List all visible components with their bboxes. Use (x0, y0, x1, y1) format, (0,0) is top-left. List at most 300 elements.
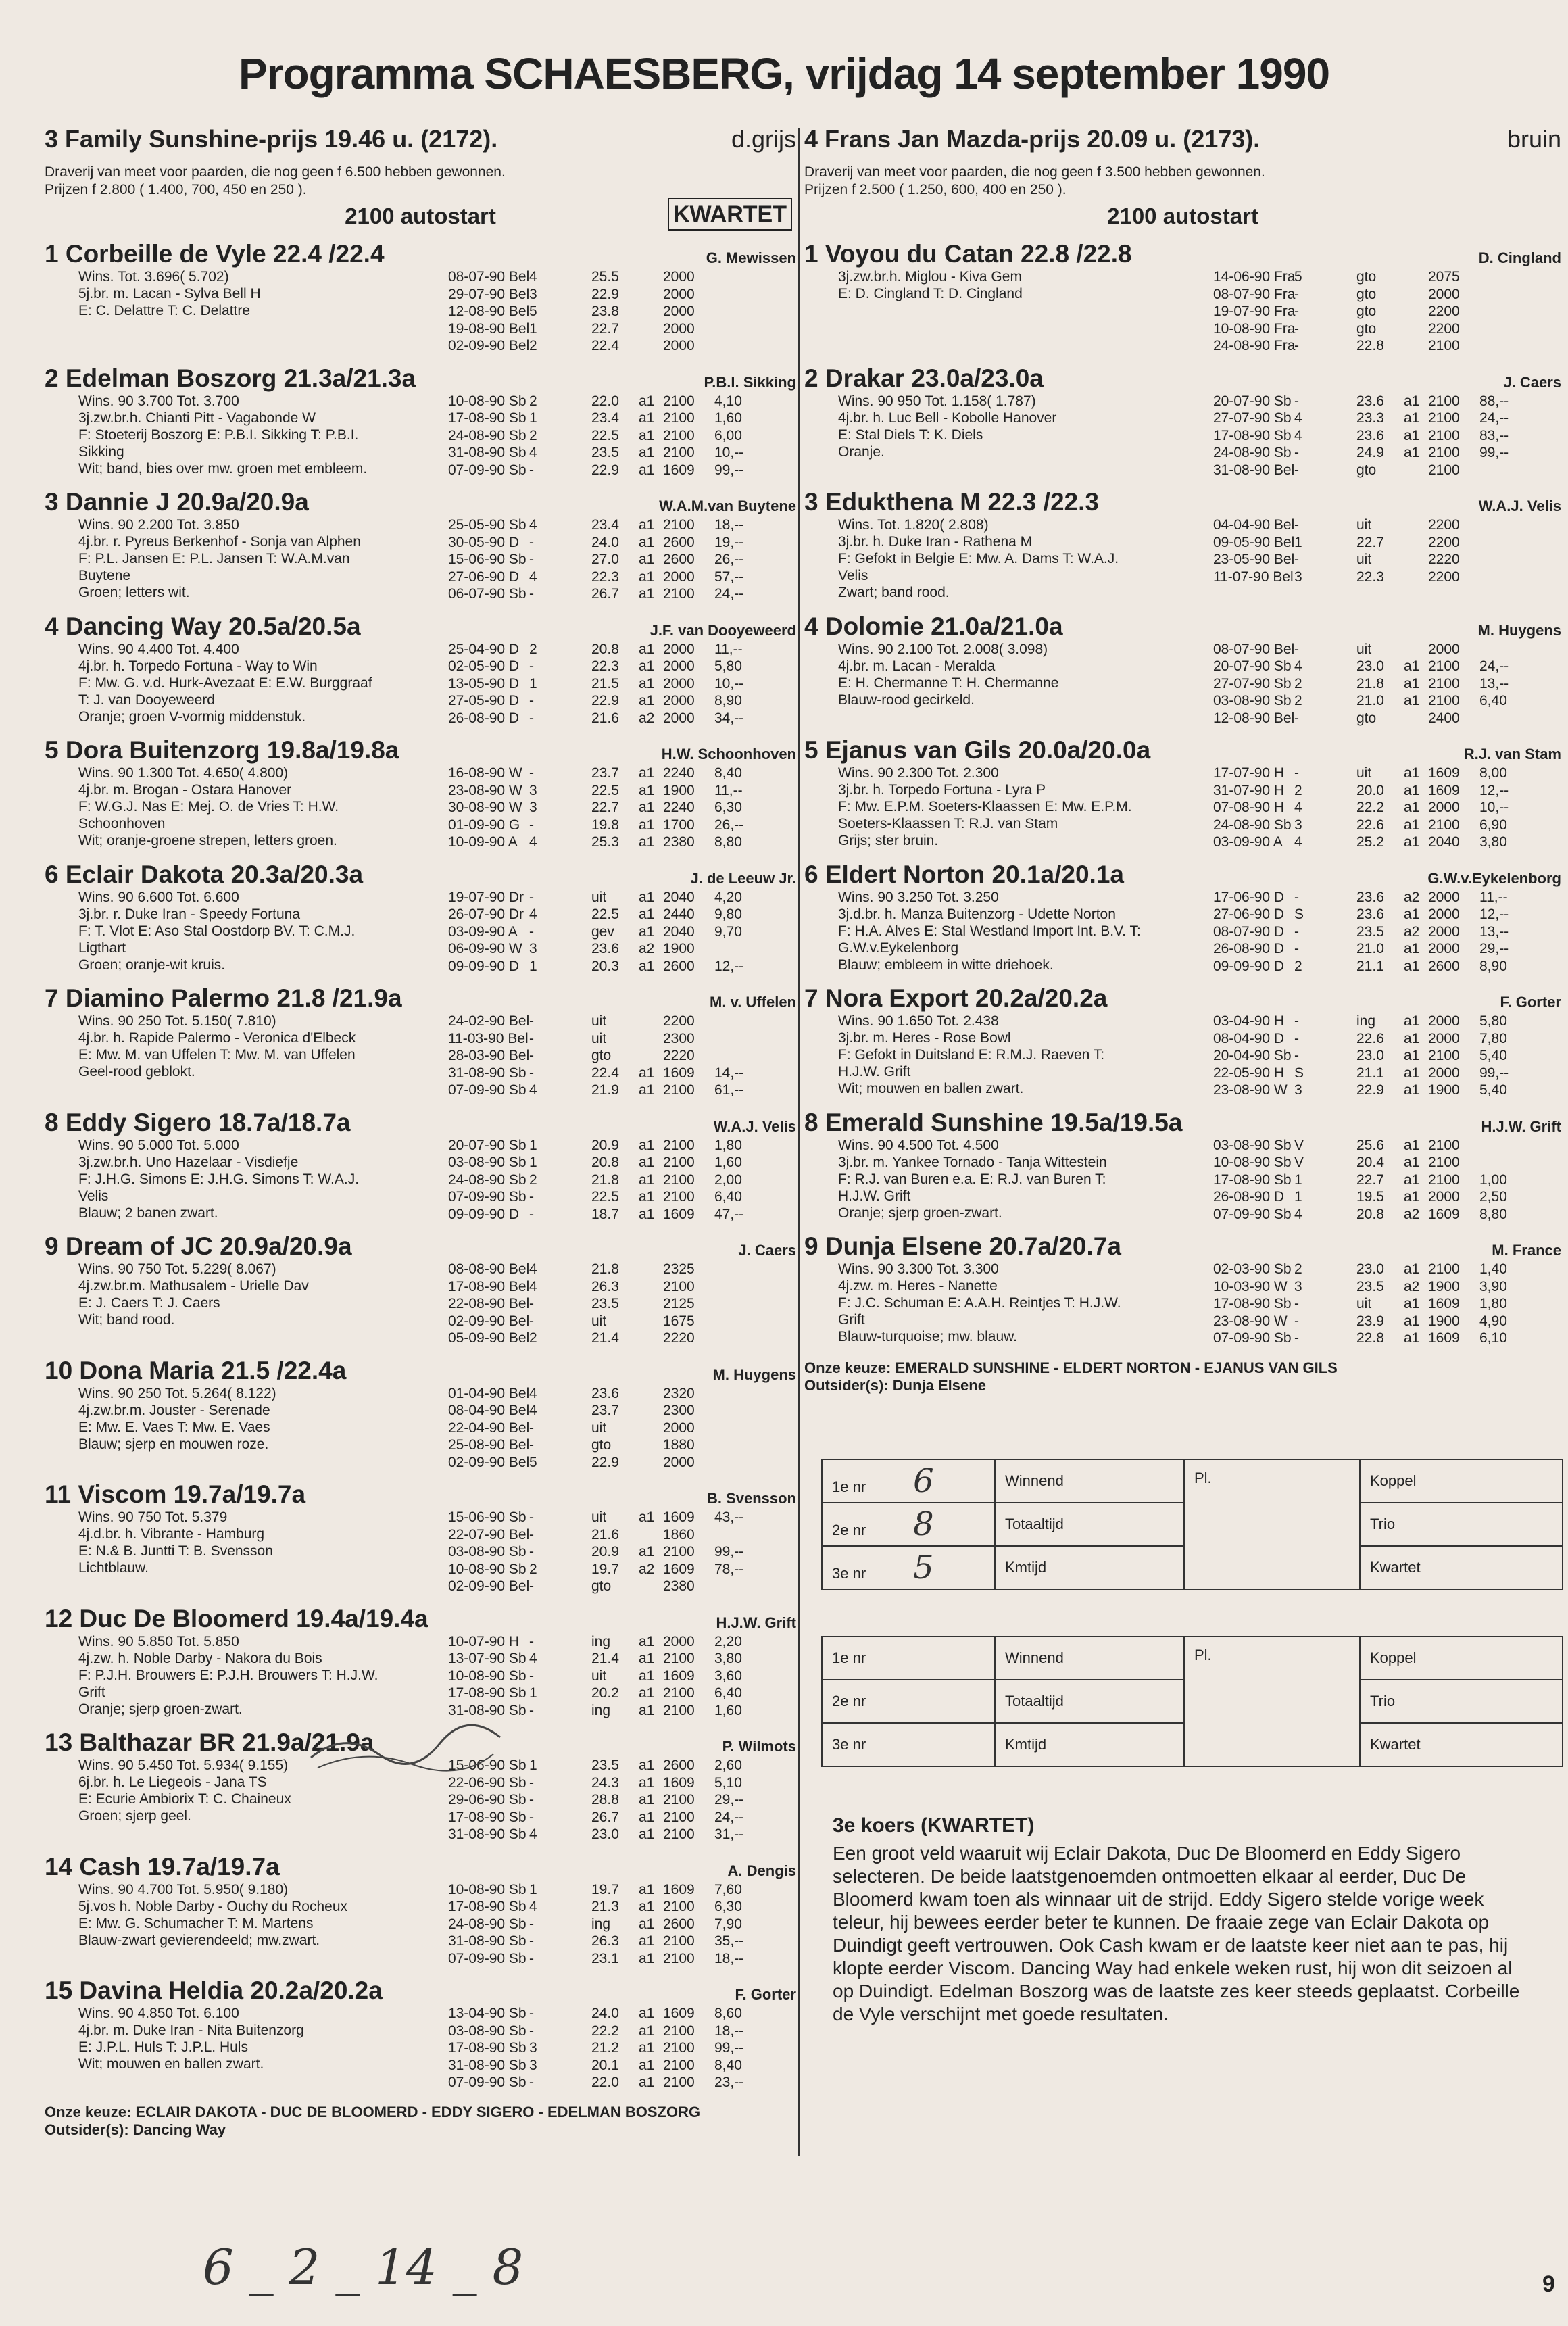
result-trio: Trio (1360, 1680, 1563, 1723)
race-history-cell: 31-08-90 Bel (1213, 462, 1295, 478)
horse-info-line: 5j.br. m. Lacan - Sylva Bell H (78, 286, 261, 301)
race-history-row (448, 1261, 789, 1278)
race-history-cell: 99,-- (714, 1544, 744, 1559)
race-history-cell: 24-08-90 Sb (1213, 817, 1292, 833)
race-history-cell: 31,-- (714, 1826, 744, 1842)
race-history-cell: 2600 (663, 1916, 695, 1932)
race-history-cell: 18,-- (714, 2022, 744, 2039)
handwritten-note: 6 _ 2 _ 14 _ 8 (203, 2239, 524, 2296)
race-history-cell: 6,40 (1479, 693, 1507, 708)
race-history-cell: a1 (1404, 1261, 1420, 1277)
race-history-cell: 1900 (1428, 1082, 1460, 1098)
horse-trainer: H.J.W. Grift (716, 1614, 796, 1631)
race-history-cell (571, 1702, 591, 1720)
horse-header (804, 240, 1561, 268)
result-kmtijd: Kmtijd (995, 1546, 1184, 1589)
race-history-cell: 02-09-90 Bel (448, 1578, 530, 1594)
horse-race-history (448, 2005, 789, 2091)
race-history-row (448, 658, 789, 675)
horse-trainer: P. Wilmots (722, 1738, 796, 1755)
race-history-cell: 19-07-90 Fra (1213, 304, 1296, 319)
race-history-cell: 23.7 (591, 1403, 619, 1418)
race-history-row (448, 765, 789, 782)
race-history-cell: a1 (639, 1137, 655, 1153)
race-history-cell: 4 (529, 1899, 537, 1914)
race-history-row (448, 675, 789, 693)
race-history-row (448, 1881, 789, 1899)
horse-info-line: Blauw; 2 banen zwart. (78, 1205, 218, 1221)
race-history-cell: 2100 (663, 2040, 695, 2056)
race-history-cell: 2600 (663, 552, 695, 567)
race-history-cell: 2000 (663, 286, 695, 302)
race-history-cell: 06-07-90 Sb (448, 586, 526, 602)
race-history-cell: 22.9 (591, 693, 619, 708)
race-history-cell (714, 1454, 775, 1472)
result-totaaltijd: Totaaltijd (995, 1503, 1184, 1546)
handwritten-digit: 8 (913, 1505, 934, 1543)
race-history-row (448, 1526, 789, 1544)
race-history-cell (571, 1313, 591, 1330)
horse-entry (45, 861, 796, 975)
race-history-cell (571, 286, 591, 304)
race-history-cell: 22.7 (1356, 534, 1384, 550)
horse-info-line: F: W.G.J. Nas E: Mej. O. de Vries T: H.W. (78, 799, 339, 815)
race-history-cell (1336, 268, 1356, 286)
race-history-cell: 03-08-90 Sb (1213, 693, 1292, 708)
race-history-cell: 2100 (663, 1544, 695, 1559)
horse-info-line: Groen; letters wit. (78, 585, 190, 600)
race-history-row (1213, 889, 1554, 906)
race-history-cell: 78,-- (714, 1561, 744, 1577)
race-history-cell: uit (591, 1668, 607, 1684)
race-history-cell: 4 (529, 1278, 537, 1294)
horse-info-line: Wins. 90 4.850 Tot. 6.100 (78, 2006, 239, 2021)
race-history-cell: 2000 (663, 304, 695, 319)
race-history-row (448, 923, 789, 941)
race-history-cell: 2 (529, 1561, 537, 1577)
horse-info-line: Wins. 90 750 Tot. 5.229( 8.067) (78, 1261, 276, 1277)
race-history-cell: 22-06-90 Sb (448, 1774, 526, 1791)
horse-info-line: Wins. 90 4.400 Tot. 4.400 (78, 641, 239, 657)
race-history-cell (1336, 568, 1356, 586)
horse-trainer: A. Dengis (727, 1862, 796, 1879)
race-history-cell: 2100 (1428, 1171, 1460, 1188)
horse-trainer: M. Huygens (712, 1365, 796, 1383)
race-history-row (1213, 1013, 1554, 1030)
race-history-cell: a1 (639, 1916, 655, 1932)
race-history-cell: 25.5 (591, 269, 619, 285)
race-history-cell: 28.8 (591, 1792, 619, 1808)
horse-name: 12 Duc De Bloomerd 19.4a/19.4a (45, 1604, 428, 1632)
race-history-cell: 26-07-90 Dr (448, 906, 524, 922)
race-history-row (1213, 641, 1554, 658)
kwartet-box: KWARTET (668, 198, 792, 231)
race-history-cell: 47,-- (714, 1206, 744, 1222)
horse-trainer: J. Caers (1503, 373, 1561, 391)
horse-trainer: F. Gorter (735, 1986, 796, 2003)
horse-info-line: Blauw-zwart gevierendeeld; mw.zwart. (78, 1932, 320, 1948)
commentary-title: 3e koers (KWARTET) (833, 1814, 1035, 1837)
race-history-cell: 2100 (663, 1082, 695, 1098)
race-history-row (1213, 782, 1554, 800)
race-history-cell: 99,-- (1479, 445, 1509, 460)
race-history-cell: a1 (639, 2075, 655, 2090)
race-history-cell: 26-08-90 D (1213, 1189, 1285, 1205)
race-history-cell (1479, 303, 1540, 320)
race-history-cell: 1609 (663, 1206, 695, 1222)
horse-info-line: Wins. 90 5.000 Tot. 5.000 (78, 1137, 239, 1153)
horse-race-history (448, 1261, 789, 1347)
horse-name: 2 Edelman Boszorg 21.3a/21.3a (45, 364, 416, 392)
race-history-cell (1479, 320, 1540, 338)
race-history-cell: - (529, 710, 534, 726)
race-history-cell: 2600 (663, 534, 695, 550)
horse-info-line: Blauw; sjerp en mouwen roze. (78, 1436, 269, 1452)
horse-name: 1 Voyou du Catan 22.8 /22.8 (804, 240, 1132, 268)
race-history-cell (1404, 268, 1428, 286)
race-history-row (1213, 658, 1554, 675)
race-history-cell (571, 675, 591, 693)
race-history-cell: 24,-- (714, 1809, 744, 1825)
horse-header (804, 488, 1561, 516)
race-history-cell: 8,90 (1479, 958, 1507, 974)
race-history-cell: a1 (639, 393, 655, 409)
race-history-cell: 1 (529, 320, 537, 337)
race-history-cell: 1 (1294, 534, 1302, 550)
race-3-outsider: Outsider(s): Dancing Way (45, 2121, 226, 2138)
race-history-cell: 10-08-90 Sb (448, 1668, 526, 1684)
race-history-cell: 25.6 (1356, 1137, 1384, 1153)
race-history-cell (714, 1313, 775, 1330)
race-3-title: 3 Family Sunshine-prijs 19.46 u. (2172). (45, 125, 498, 153)
race-history-cell: 2000 (663, 320, 695, 337)
race-history-cell: 22.8 (1356, 338, 1384, 354)
horse-info (804, 516, 1217, 601)
race-history-cell: 2,20 (714, 1633, 742, 1649)
race-history-cell: 14-06-90 Fra (1213, 269, 1296, 285)
race-history-cell: gto (1356, 286, 1377, 302)
race-history-cell: 07-08-90 H (1213, 800, 1285, 815)
race-history-cell (571, 1171, 591, 1189)
race-history-cell: 2040 (1428, 834, 1460, 850)
race-history-cell: a1 (639, 641, 655, 657)
race-history-cell: 25-05-90 Sb (448, 517, 526, 533)
race-history-cell: - (529, 1030, 534, 1046)
race-history-cell: 9,70 (714, 923, 742, 940)
horse-info-line: 3j.zw.br.h. Miglou - Kiva Gem (838, 269, 1022, 285)
race-history-row (1213, 551, 1554, 568)
race-history-cell: 1,00 (1479, 1171, 1507, 1188)
race-history-cell: 3,90 (1479, 1278, 1507, 1294)
race-history-cell: 20.4 (1356, 1155, 1384, 1170)
race-history-cell (1336, 534, 1356, 552)
horse-info (45, 641, 457, 725)
race-history-cell: 22.0 (591, 2075, 619, 2090)
race-history-cell: 3,80 (714, 1651, 742, 1666)
race-history-cell (571, 444, 591, 462)
race-history-row (448, 1633, 789, 1651)
race-history-cell (571, 1420, 591, 1437)
race-history-cell: 24-08-90 Sb (448, 1916, 526, 1932)
horse-name: 3 Dannie J 20.9a/20.9a (45, 488, 309, 516)
horse-info-line: Wins. 90 5.850 Tot. 5.850 (78, 1633, 239, 1649)
race-history-cell: 22.0 (591, 393, 619, 409)
race-history-cell: 09-05-90 Bel (1213, 534, 1295, 550)
result-winnend: Winnend (995, 1637, 1184, 1680)
race-history-cell: a1 (639, 1668, 655, 1684)
horse-trainer: M. Huygens (1477, 621, 1561, 639)
race-history-cell: 22.6 (1356, 817, 1384, 833)
race-history-cell: 2100 (1428, 462, 1460, 478)
race-history-row (1213, 710, 1554, 727)
horse-info (45, 1633, 457, 1718)
nr-label: 3e nr (832, 1565, 866, 1582)
race-history-cell: 4 (529, 1826, 537, 1842)
race-history-cell: 27-07-90 Sb (1213, 675, 1292, 692)
race-history-cell: 20.2 (591, 1685, 619, 1701)
horse-trainer: R.J. van Stam (1463, 746, 1561, 762)
horse-race-history (448, 1509, 789, 1595)
race-history-cell: 31-08-90 Sb (448, 1702, 526, 1718)
horse-name: 1 Corbeille de Vyle 22.4 /22.4 (45, 240, 385, 268)
race-history-cell (571, 710, 591, 727)
race-history-cell: a1 (639, 1685, 655, 1701)
horse-header (45, 1357, 796, 1385)
race-history-cell: 1609 (1428, 782, 1460, 798)
race-history-cell (571, 641, 591, 658)
race-history-cell: 2100 (1428, 1155, 1460, 1170)
race-history-cell: 19-08-90 Bel (448, 320, 530, 337)
race-history-cell: 14,-- (714, 1065, 744, 1081)
race-history-cell: 2220 (663, 1048, 695, 1063)
race-history-cell: 2200 (663, 1013, 695, 1029)
race-history-cell (571, 1436, 591, 1454)
horse-info-line: E: J. Caers T: J. Caers (78, 1295, 220, 1311)
race-history-cell (571, 1526, 591, 1544)
race-4-horse-list (804, 240, 1561, 1347)
race-history-cell: 23.4 (591, 517, 619, 533)
horse-details (45, 1137, 796, 1223)
race-history-row (1213, 1137, 1554, 1155)
race-history-cell (1404, 568, 1428, 586)
race-history-cell: - (1294, 320, 1299, 337)
horse-header (45, 488, 796, 516)
horse-info-line: Wins. Tot. 1.820( 2.808) (838, 517, 989, 533)
horse-info (804, 268, 1217, 302)
race-history-cell: 2000 (663, 568, 695, 585)
race-history-row (448, 1137, 789, 1155)
race-history-cell: 22.2 (1356, 800, 1384, 815)
race-history-cell: 99,-- (1479, 1065, 1509, 1081)
race-history-cell (571, 1826, 591, 1843)
race-history-cell: 4 (529, 517, 537, 533)
race-history-cell: 2125 (663, 1296, 695, 1311)
race-history-cell: 4 (529, 1385, 537, 1401)
race-history-cell (639, 1402, 663, 1420)
race-history-cell: 4 (1294, 800, 1302, 815)
horse-info-line: Wins. 90 1.650 Tot. 2.438 (838, 1013, 999, 1029)
race-history-cell: a1 (639, 693, 655, 708)
horse-info-line: Zwart; band rood. (838, 585, 950, 600)
race-history-cell: 8,40 (714, 2057, 742, 2073)
horse-info-line: Wins. 90 2.200 Tot. 3.850 (78, 517, 239, 533)
horse-info-line: Blauw; embleem in witte driehoek. (838, 956, 1054, 973)
race-history-cell: ing (1356, 1013, 1376, 1029)
race-history-cell: 20-07-90 Sb (1213, 393, 1292, 409)
race-history-cell: 21.4 (591, 1330, 619, 1346)
race-history-cell (1336, 393, 1356, 410)
race-history-cell: - (1294, 941, 1299, 956)
race-history-cell (571, 2057, 591, 2075)
race-history-cell: a1 (639, 765, 655, 781)
horse-name: 7 Nora Export 20.2a/20.2a (804, 984, 1108, 1012)
horse-info-line: 4j.br. m. Duke Iran - Nita Buitenzorg (78, 2022, 304, 2038)
horse-name: 14 Cash 19.7a/19.7a (45, 1852, 280, 1881)
horse-race-history (1213, 516, 1554, 585)
race-history-cell: 23.4 (591, 410, 619, 426)
race-history-cell: 22.7 (591, 800, 619, 815)
horse-entry (804, 984, 1561, 1099)
race-history-cell (1336, 462, 1356, 479)
race-history-cell: 99,-- (714, 2040, 744, 2056)
race-history-cell: 2320 (663, 1385, 695, 1401)
race-history-cell: 1609 (663, 2006, 695, 2021)
race-history-cell: 12,-- (1479, 782, 1509, 798)
race-history-cell: 21.8 (591, 1171, 619, 1188)
horse-info-line: T: J. van Dooyeweerd (78, 692, 215, 708)
horse-info-line: Wins. 90 950 Tot. 1.158( 1.787) (838, 393, 1036, 409)
race-history-cell (1336, 1313, 1356, 1330)
race-history-cell: 20-04-90 Sb (1213, 1048, 1292, 1063)
race-history-cell: ing (591, 1702, 611, 1718)
horse-entry (804, 364, 1561, 479)
race-history-cell: 1900 (1428, 1313, 1460, 1329)
race-history-row (448, 1933, 789, 1950)
horse-info-line: Grift (78, 1684, 105, 1700)
horse-info-line: 3j.br. h. Duke Iran - Rathena M (838, 534, 1033, 550)
race-history-cell: a1 (639, 1792, 655, 1808)
horse-header (45, 1605, 796, 1633)
race-history-cell: 31-08-90 Sb (448, 445, 526, 460)
race-history-cell (1336, 958, 1356, 975)
race-history-cell (571, 658, 591, 675)
race-history-cell: 2000 (663, 338, 695, 354)
race-history-cell: 22.3 (1356, 568, 1384, 585)
race-history-cell: 2200 (1428, 304, 1460, 319)
race-history-cell: 10-08-90 Sb (1213, 1155, 1292, 1170)
race-3-color: d.grijs (731, 125, 796, 153)
race-history-cell: - (1294, 393, 1299, 409)
race-history-cell (714, 1278, 775, 1296)
race-history-cell: 24,-- (1479, 410, 1509, 426)
race-history-cell: 1700 (663, 817, 695, 833)
horse-name: 4 Dancing Way 20.5a/20.5a (45, 612, 361, 640)
race-history-cell: a1 (1404, 658, 1420, 674)
horse-info-line: F: Mw. E.P.M. Soeters-Klaassen E: Mw. E.P.M. (838, 799, 1132, 815)
race-history-row (1213, 817, 1554, 834)
race-history-cell: 24-08-90 Sb (448, 1171, 526, 1188)
race-history-cell (639, 1295, 663, 1313)
race-history-cell: 1 (529, 410, 537, 426)
race-4-column (804, 125, 1561, 1395)
race-history-row (448, 817, 789, 834)
race-history-cell: 35,-- (714, 1933, 744, 1949)
race-3-prizes: Prijzen f 2.800 ( 1.400, 700, 450 en 250 ). (45, 182, 307, 197)
race-history-row (1213, 534, 1554, 552)
race-history-cell (571, 1685, 591, 1702)
race-history-cell: 4 (529, 1082, 537, 1098)
race-history-cell: 19-07-90 Dr (448, 889, 524, 905)
race-history-cell: a1 (1404, 1189, 1420, 1205)
horse-info (45, 1881, 457, 1949)
race-history-cell (1479, 710, 1540, 727)
race-history-cell: 7,90 (714, 1916, 742, 1932)
horse-info-line: Lichtblauw. (78, 1560, 149, 1576)
race-history-cell (714, 320, 775, 338)
race-history-cell: 10-08-90 Fra (1213, 320, 1296, 337)
race-history-row (448, 337, 789, 355)
race-history-cell: 99,-- (714, 462, 744, 478)
race-history-cell: 1 (529, 1155, 537, 1170)
race-history-cell: 2220 (663, 1330, 695, 1346)
race-history-row (1213, 923, 1554, 941)
race-history-cell: a1 (1404, 800, 1420, 815)
horse-info-line: E: Stal Diels T: K. Diels (838, 427, 983, 443)
race-history-cell (639, 1313, 663, 1330)
race-history-cell: 2 (529, 1171, 537, 1188)
race-history-cell: 18,-- (714, 1950, 744, 1966)
race-history-cell: 8,80 (1479, 1206, 1507, 1222)
race-history-cell: 15-06-90 Sb (448, 1509, 526, 1525)
horse-header (804, 612, 1561, 641)
race-history-cell: S (1294, 906, 1304, 922)
race-history-row (1213, 1206, 1554, 1223)
race-history-cell: 17-08-90 Sb (1213, 1296, 1292, 1311)
race-history-row (448, 393, 789, 410)
horse-info-line: Blauw-turquoise; mw. blauw. (838, 1329, 1017, 1344)
race-history-cell: 28-03-90 Bel (448, 1048, 530, 1063)
race-history-cell: 2100 (663, 1189, 695, 1205)
race-history-cell: 1880 (663, 1437, 695, 1453)
race-history-cell: a1 (1404, 1048, 1420, 1063)
race-history-cell (1336, 1206, 1356, 1223)
race-history-row (448, 462, 789, 479)
race-history-row (1213, 958, 1554, 975)
result-nr-2 (822, 1503, 995, 1546)
race-history-cell: 10-09-90 A (448, 834, 518, 850)
race-3-start: 2100 autostart (345, 203, 496, 228)
race-history-cell (571, 906, 591, 923)
horse-info-line: 4j.zw.br.m. Jouster - Serenade (78, 1402, 270, 1418)
race-history-row (448, 958, 789, 975)
race-history-cell: 2000 (1428, 1189, 1460, 1205)
race-history-cell: 2000 (1428, 923, 1460, 940)
race-history-cell: 21.5 (591, 675, 619, 692)
race-history-cell: 20.8 (591, 641, 619, 657)
race-history-cell (1336, 1278, 1356, 1296)
race-history-cell: - (529, 2006, 534, 2021)
race-history-cell: 03-04-90 H (1213, 1013, 1285, 1029)
race-history-cell (1336, 303, 1356, 320)
race-history-cell: 07-09-90 Sb (448, 2075, 526, 2090)
race-history-cell: 8,80 (714, 834, 742, 850)
horse-info-line: Sikking (78, 443, 124, 460)
race-history-cell: a1 (1404, 1296, 1420, 1311)
result-totaaltijd: Totaaltijd (995, 1680, 1184, 1723)
horse-race-history (448, 1385, 789, 1472)
race-history-cell (1336, 1188, 1356, 1206)
race-history-row (1213, 286, 1554, 304)
